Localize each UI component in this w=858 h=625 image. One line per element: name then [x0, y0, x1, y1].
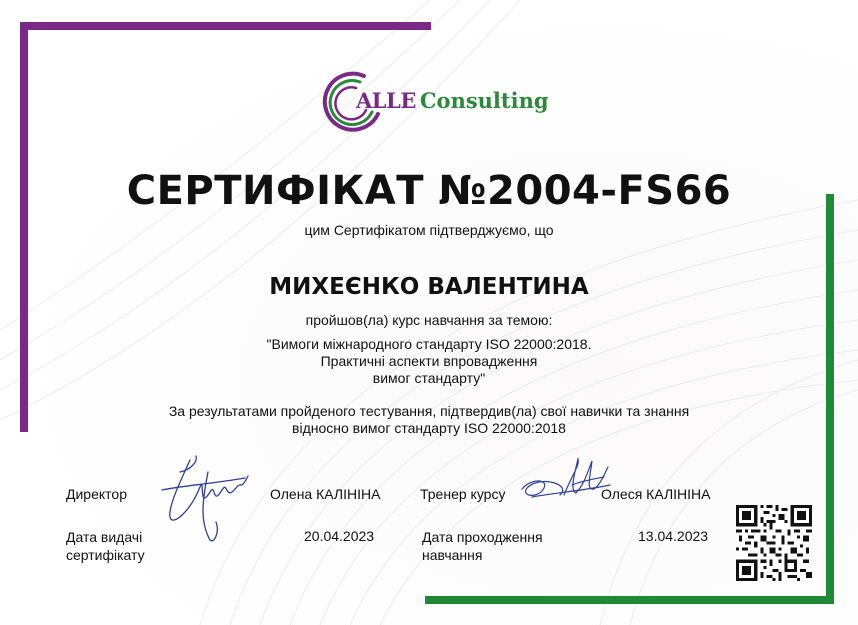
frame-green-bottom — [425, 596, 834, 604]
completion-date: 13.04.2023 — [638, 528, 709, 544]
certificate-title: СЕРТИФІКАТ №2004-FS66 — [126, 168, 732, 214]
certificate-subtitle: цим Сертифікатом підтверджуємо, що — [304, 222, 554, 238]
frame-purple-top — [20, 22, 431, 30]
logo-alle-text: ALLE — [356, 88, 416, 113]
course-topic-line: "Вимоги міжнародного стандарту ISO 22000:2018. — [266, 336, 592, 352]
course-topic-line: Практичні аспекти впровадження — [320, 353, 538, 369]
course-topic-line: вимог стандарту" — [372, 370, 486, 386]
result-line: відносно вимог стандарту ISO 22000:2018 — [292, 420, 566, 436]
logo-wordmark — [356, 88, 549, 113]
frame-green-right — [826, 194, 834, 604]
logo-consulting-text: Consulting — [419, 88, 549, 113]
course-topic — [0, 336, 858, 387]
result-line: За результатами пройденого тестування, підтвердив(ла) свої навички та знання — [168, 403, 690, 419]
trainer-signature — [512, 455, 612, 510]
issue-date-label: Дата видачі сертифікату — [66, 529, 145, 563]
result-statement — [0, 403, 858, 437]
recipient-name: МИХЕЄНКО ВАЛЕНТИНА — [269, 274, 589, 300]
course-intro: пройшов(ла) курс навчання за темою: — [305, 312, 553, 328]
qr-code-icon — [736, 505, 812, 581]
company-logo — [320, 66, 550, 136]
trainer-name: Олеся КАЛІНІНА — [601, 486, 711, 502]
completion-date-label: Дата проходження навчання — [422, 529, 543, 563]
director-label: Директор — [66, 486, 127, 502]
trainer-label: Тренер курсу — [420, 486, 506, 502]
director-name: Олена КАЛІНІНА — [270, 486, 381, 502]
issue-date: 20.04.2023 — [304, 528, 375, 544]
